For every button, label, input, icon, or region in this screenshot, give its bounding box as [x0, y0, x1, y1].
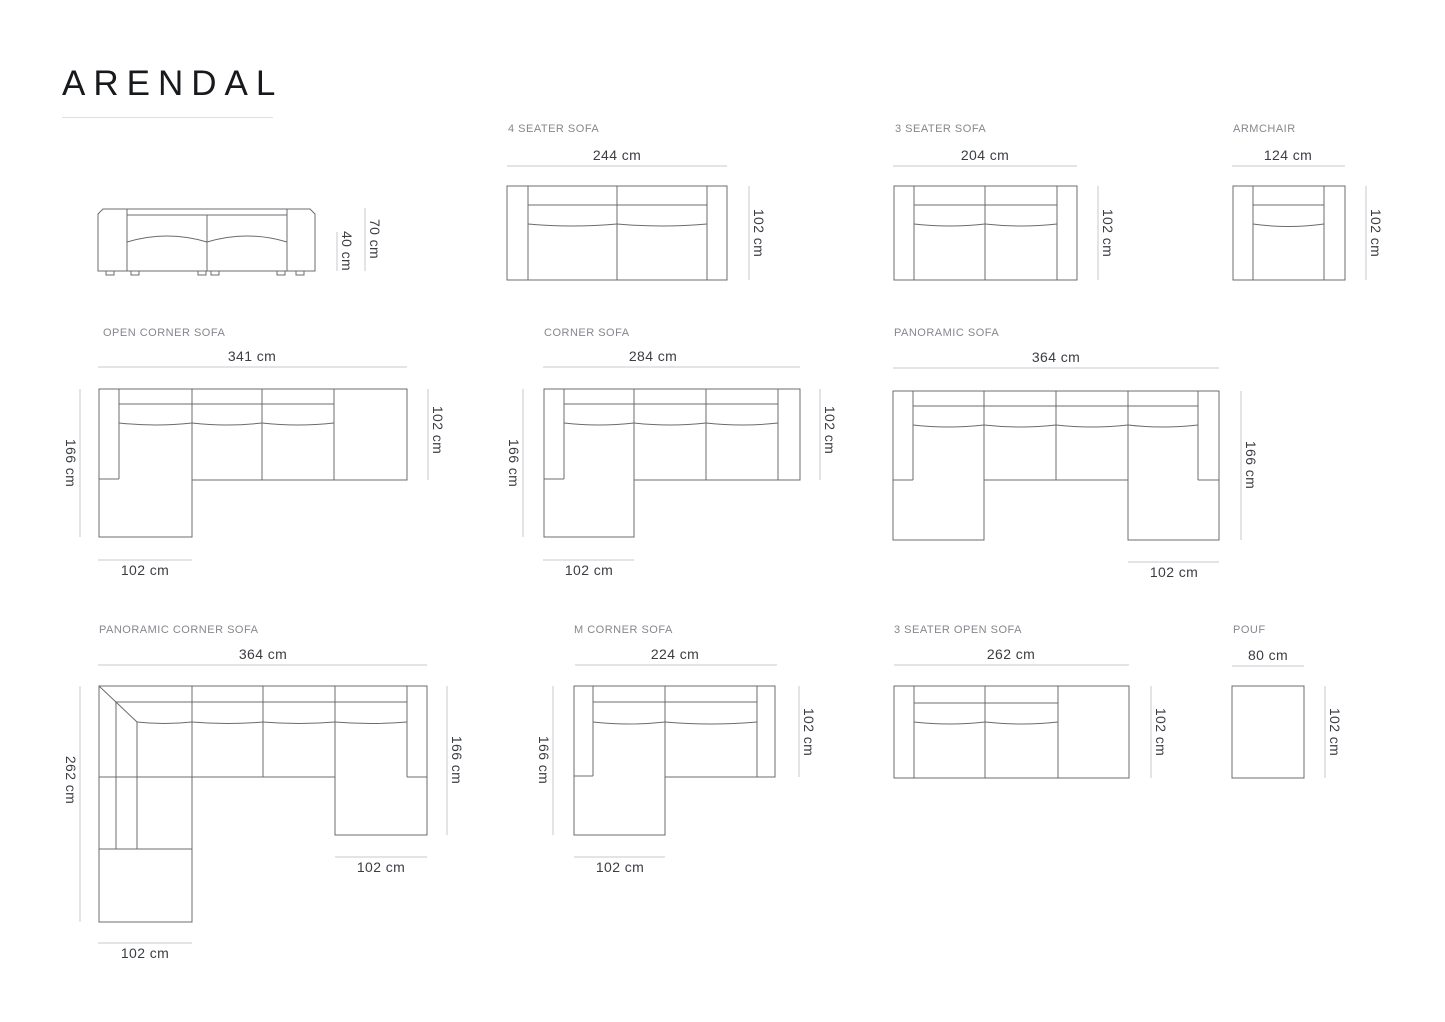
drawing-path [192, 423, 262, 425]
dimension-label: 40 cm [339, 230, 355, 272]
drawing-path [277, 271, 285, 275]
dimension-label: 166 cm [63, 438, 79, 488]
drawing-path [262, 423, 334, 425]
product-title: PANORAMIC SOFA [894, 327, 1000, 339]
drawing-path [1056, 425, 1128, 427]
drawing-path [127, 236, 207, 242]
product-armchair [1232, 123, 1384, 280]
dimension-label: 166 cm [536, 735, 552, 785]
drawing-path [706, 423, 778, 425]
product-3-seater-sofa [893, 123, 1116, 280]
drawing-path [106, 271, 114, 275]
dimension-label: 364 cm [238, 646, 288, 662]
product-title: ARMCHAIR [1233, 123, 1296, 135]
drawing-path [914, 224, 985, 226]
drawing-path [296, 271, 304, 275]
drawing-path [1233, 186, 1345, 280]
dimension-label: 102 cm [751, 208, 767, 258]
drawing-path [99, 686, 137, 722]
drawing-path [131, 271, 139, 275]
drawing-path [1232, 686, 1304, 778]
product-4-seater-sofa [507, 123, 767, 280]
dimension-label: 102 cm [1149, 564, 1199, 580]
drawing-path [263, 722, 335, 724]
product-profile-view [98, 208, 383, 275]
drawing-path [99, 389, 407, 537]
drawing-path [593, 722, 665, 724]
dimension-label: 364 cm [1031, 349, 1081, 365]
dimension-label: 102 cm [822, 405, 838, 455]
drawing-path [913, 425, 984, 427]
dimension-label: 284 cm [628, 348, 678, 364]
dimension-label: 70 cm [367, 218, 383, 260]
dimension-label: 102 cm [1100, 208, 1116, 258]
product-title: OPEN CORNER SOFA [103, 327, 226, 339]
dimension-label: 102 cm [1368, 208, 1384, 258]
drawing-path [335, 722, 407, 724]
product-title: POUF [1233, 624, 1266, 636]
product-3-seater-open-sofa [894, 624, 1169, 778]
drawing-path [137, 722, 192, 724]
drawing-path [1253, 224, 1324, 227]
product-title: CORNER SOFA [544, 327, 630, 339]
drawing-path [985, 224, 1057, 226]
product-title: 3 SEATER OPEN SOFA [894, 624, 1022, 636]
product-title: 4 SEATER SOFA [508, 123, 600, 135]
drawing-path [665, 722, 757, 724]
drawing-path [192, 722, 263, 724]
dimension-label: 102 cm [801, 707, 817, 757]
product-panoramic-sofa [893, 327, 1259, 580]
dimension-label: 102 cm [356, 859, 406, 875]
dimension-label: 102 cm [430, 405, 446, 455]
drawing-path [914, 722, 985, 724]
drawing-path [544, 389, 800, 537]
page-title: ARENDAL [62, 64, 284, 103]
dimension-label: 204 cm [960, 147, 1010, 163]
product-title: M CORNER SOFA [574, 624, 673, 636]
dimension-label: 102 cm [564, 562, 614, 578]
product-pouf [1232, 624, 1343, 778]
dimension-label: 80 cm [1247, 647, 1289, 663]
drawing-path [985, 722, 1058, 724]
drawing-path [984, 425, 1056, 427]
dimension-label: 102 cm [595, 859, 645, 875]
dimension-label: 124 cm [1263, 147, 1313, 163]
dimension-label: 262 cm [63, 755, 79, 805]
dimension-label: 102 cm [120, 945, 170, 961]
product-m-corner-sofa [536, 624, 817, 875]
drawing-path [617, 224, 707, 226]
drawing-path [894, 686, 1129, 778]
drawing-path [198, 271, 206, 275]
drawing-path [119, 423, 192, 425]
drawing-path [207, 236, 287, 242]
dimension-label: 244 cm [592, 147, 642, 163]
dimension-label: 166 cm [506, 438, 522, 488]
dimension-label: 341 cm [227, 348, 277, 364]
drawing-path [528, 224, 617, 226]
dimension-label: 102 cm [1327, 707, 1343, 757]
product-title: PANORAMIC CORNER SOFA [99, 624, 259, 636]
product-open-corner-sofa [63, 327, 446, 578]
drawing-path [634, 423, 706, 425]
dimension-label: 102 cm [1153, 707, 1169, 757]
dimension-label: 102 cm [120, 562, 170, 578]
drawing-path [211, 271, 219, 275]
dimension-label: 166 cm [449, 735, 465, 785]
product-panoramic-corner-sofa [63, 624, 465, 961]
product-title: 3 SEATER SOFA [895, 123, 987, 135]
product-corner-sofa [506, 327, 838, 578]
drawing-path [574, 686, 775, 835]
dimension-label: 166 cm [1243, 440, 1259, 490]
dimension-label: 224 cm [650, 646, 700, 662]
dimension-label: 262 cm [986, 646, 1036, 662]
drawing-path [1128, 425, 1198, 427]
drawing-path [564, 423, 634, 425]
